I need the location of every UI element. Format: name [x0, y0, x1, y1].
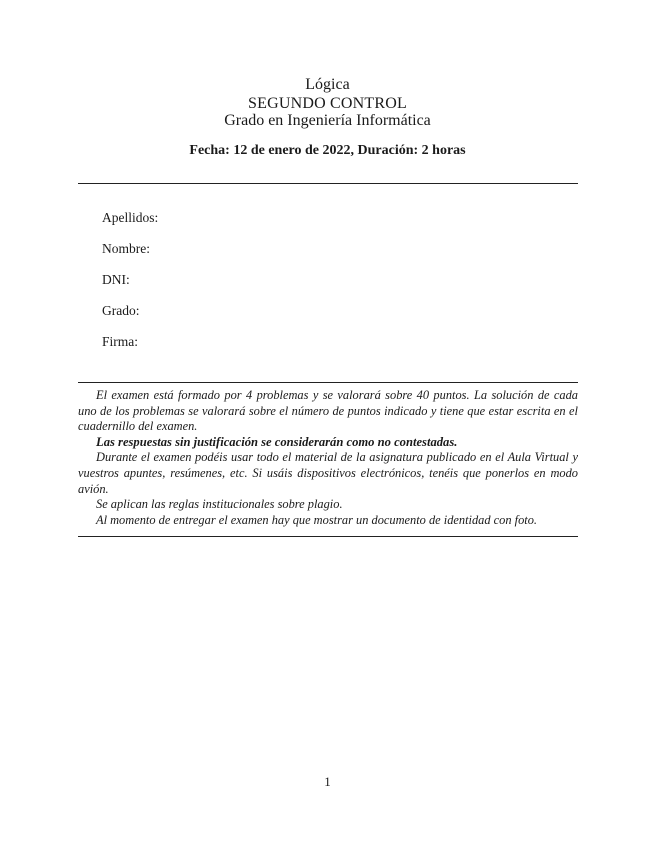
instruction-paragraph: Durante el examen podéis usar todo el material de la asignatura publicado en el Aula Virtual y vuestros apuntes, resúmenes, etc. Si usáis dispositivos electrónicos, tenéis que ponerlos en modo avión.: [78, 450, 578, 496]
middle-divider: [78, 382, 578, 383]
degree-name: Grado en Ingeniería Informática: [224, 112, 431, 129]
field-nombre: Nombre:: [102, 241, 150, 256]
field-apellidos: Apellidos:: [102, 210, 159, 225]
date-duration-line: Fecha: 12 de enero de 2022, Duración: 2 horas: [189, 143, 466, 158]
page-number: 1: [324, 774, 331, 789]
exam-name: SEGUNDO CONTROL: [248, 95, 407, 112]
instruction-paragraph: Al momento de entregar el examen hay que mostrar un documento de identidad con foto.: [96, 512, 538, 527]
instructions-block: [78, 388, 578, 528]
field-dni: DNI:: [102, 272, 130, 287]
field-firma: Firma:: [102, 334, 138, 349]
instruction-paragraph: El examen está formado por 4 problemas y se valorará sobre 40 puntos. La solución de cada uno de los problemas se valorará sobre el número de puntos indicado y tiene que estar escrita en el cuadernillo del examen.: [78, 388, 578, 434]
top-divider: [78, 183, 578, 184]
field-grado: Grado:: [102, 303, 140, 318]
instruction-paragraph: Se aplican las reglas institucionales sobre plagio.: [96, 497, 343, 512]
subject-title: Lógica: [305, 76, 350, 93]
instruction-justification-warning: Las respuestas sin justificación se considerarán como no contestadas.: [96, 434, 458, 449]
bottom-divider: [78, 536, 578, 537]
